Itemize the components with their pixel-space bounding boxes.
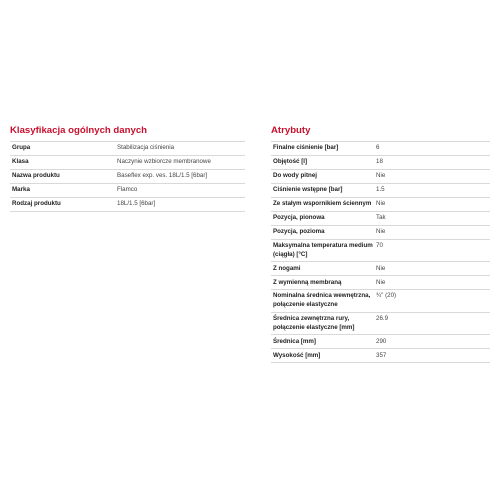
row-value: Nie [374,262,490,276]
row-label: Z wymienną membraną [271,276,374,290]
row-value: 18L/1.5 [6bar] [115,197,245,211]
table-row [271,155,490,169]
table-row [271,211,490,225]
row-label: Grupa [10,142,115,156]
table-row [10,169,245,183]
row-value: Tak [374,211,490,225]
row-value: 357 [374,349,490,363]
row-label: Pozycja, pozioma [271,225,374,239]
row-value: Flamco [115,183,245,197]
general-classification-table [10,141,245,212]
row-label: Z nogami [271,262,374,276]
table-row [271,312,490,335]
attributes-table [271,141,490,363]
row-value: Baseflex exp. ves. 18L/1.5 [6bar] [115,169,245,183]
row-value: Naczynie wzbiorcze membranowe [115,155,245,169]
row-value: Nie [374,197,490,211]
table-row [271,349,490,363]
row-label: Wysokość [mm] [271,349,374,363]
row-value: 18 [374,155,490,169]
table-row [271,197,490,211]
table-row [271,262,490,276]
row-label: Marka [10,183,115,197]
row-label: Pozycja, pionowa [271,211,374,225]
table-row [271,169,490,183]
row-value: ¾" (20) [374,290,490,313]
table-row [10,142,245,156]
table-row [271,239,490,262]
row-value: Nie [374,169,490,183]
row-label: Objętość [l] [271,155,374,169]
table-row [271,225,490,239]
attributes-title: Atrybuty [271,125,311,136]
table-row [271,276,490,290]
row-value: 290 [374,335,490,349]
table-row [10,155,245,169]
table-row [10,197,245,211]
row-label: Nazwa produktu [10,169,115,183]
table-row [271,183,490,197]
table-row [271,142,490,156]
attributes-panel [271,124,490,363]
row-label: Finalne ciśnienie [bar] [271,142,374,156]
row-label: Maksymalna temperatura medium (ciągła) [°C] [271,239,374,262]
general-classification-title: Klasyfikacja ogólnych danych [10,125,148,136]
row-value: Stabilizacja ciśnienia [115,142,245,156]
table-row [271,290,490,313]
row-label: Do wody pitnej [271,169,374,183]
row-label: Rodzaj produktu [10,197,115,211]
row-value: Nie [374,225,490,239]
row-label: Ze stałym wspornikiem ściennym [271,197,374,211]
row-label: Średnica zewnętrzna rury, połączenie elastyczne [mm] [271,312,374,335]
row-label: Średnica [mm] [271,335,374,349]
row-value: 70 [374,239,490,262]
table-row [10,183,245,197]
row-label: Klasa [10,155,115,169]
row-value: 6 [374,142,490,156]
row-value: 26.9 [374,312,490,335]
row-value: Nie [374,276,490,290]
row-label: Nominalna średnica wewnętrzna, połączenie elastyczne [271,290,374,313]
row-value: 1.5 [374,183,490,197]
table-row [271,335,490,349]
row-label: Ciśnienie wstępne [bar] [271,183,374,197]
general-classification-panel [10,124,245,212]
